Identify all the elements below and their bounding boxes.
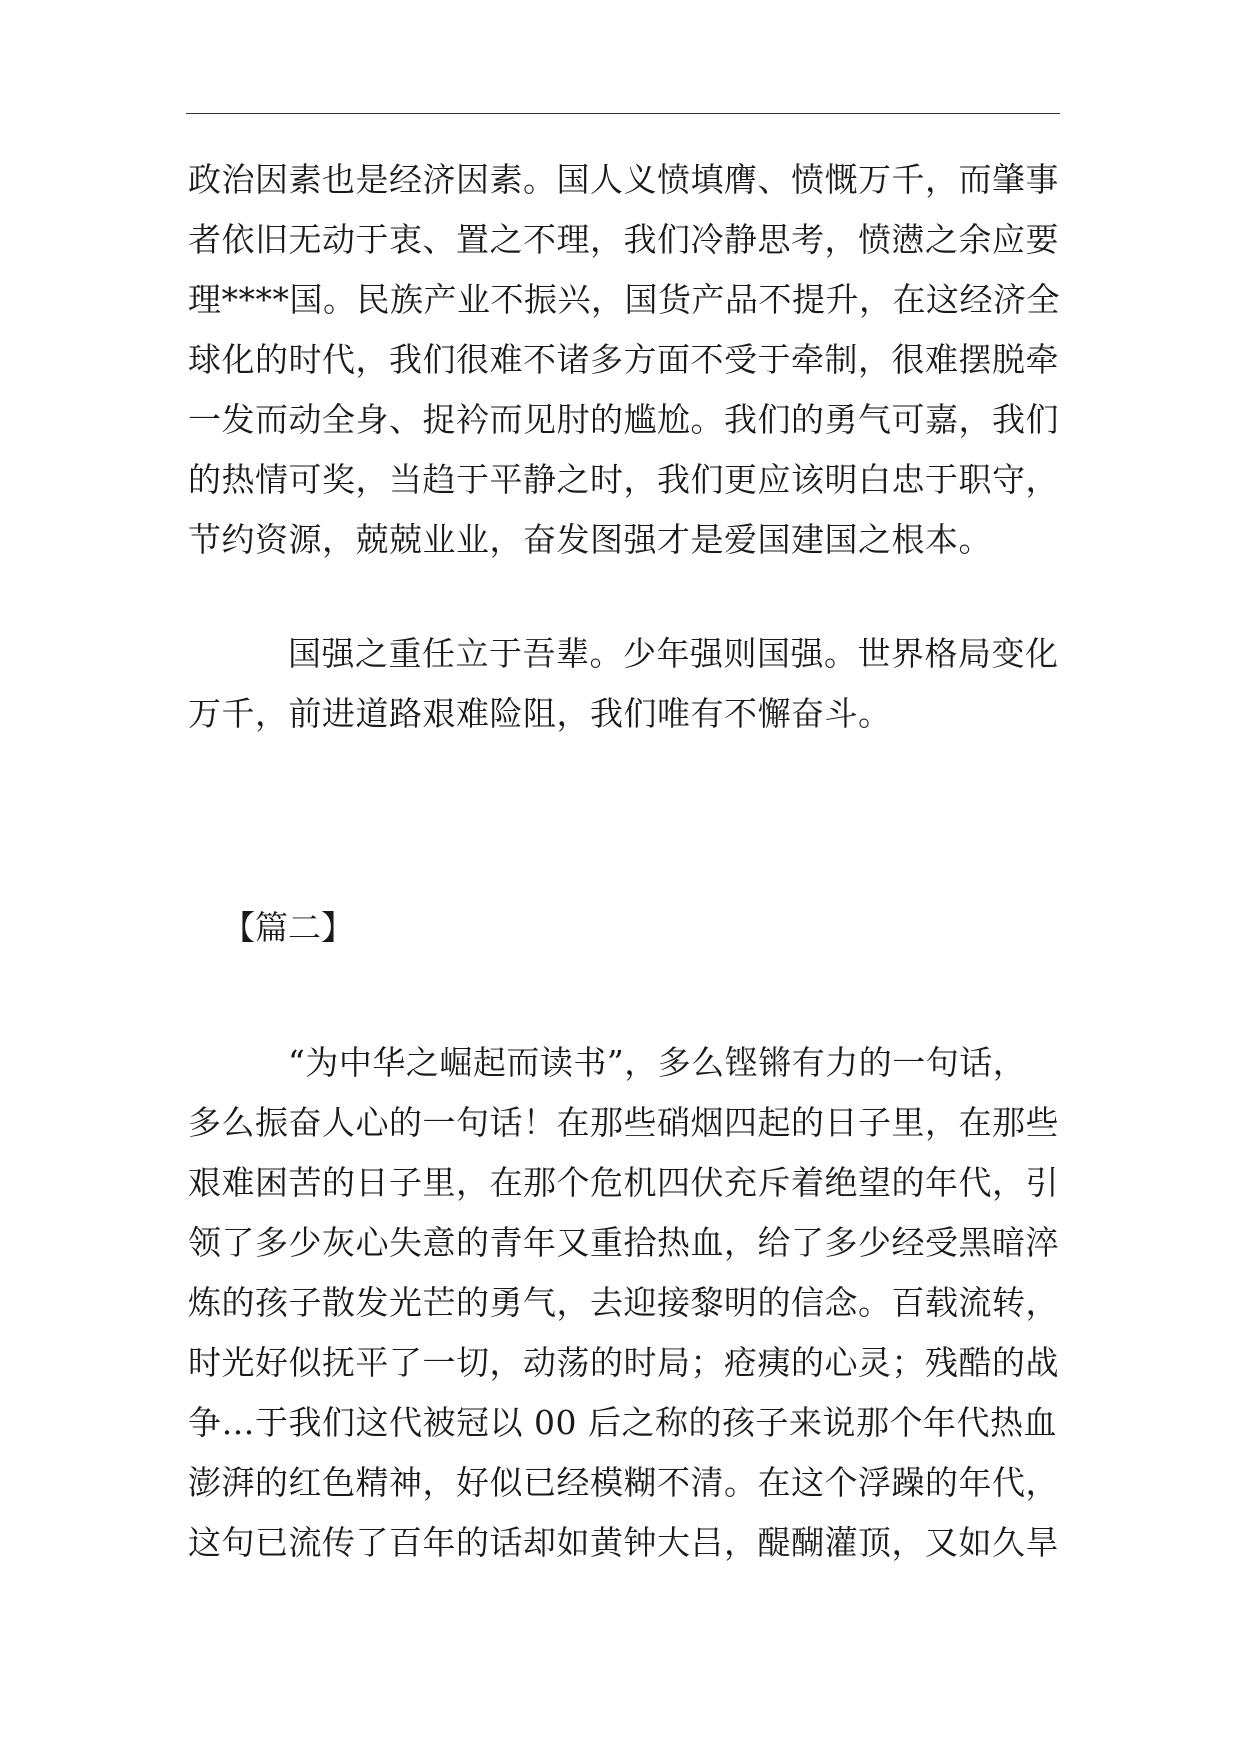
text-line: “为中华之崛起而读书”，多么铿锵有力的一句话，	[288, 1043, 1027, 1082]
text-line: 时光好似抚平了一切，动荡的时局；疮痍的心灵；残酷的战	[188, 1343, 1059, 1382]
paragraph-3	[188, 1033, 1060, 1573]
text-line: 国强之重任立于吾辈。少年强则国强。世界格局变化	[288, 634, 1059, 673]
text-line: 多么振奋人心的一句话！在那些硝烟四起的日子里，在那些	[188, 1103, 1059, 1142]
paragraph-1	[188, 150, 1060, 570]
text-line: 争…于我们这代被冠以 00 后之称的孩子来说那个年代热血	[188, 1403, 1057, 1442]
text-line: 炼的孩子散发光芒的勇气，去迎接黎明的信念。百载流转，	[188, 1283, 1059, 1322]
paragraph-2	[188, 624, 1060, 744]
text-line: 澎湃的红色精神，好似已经模糊不清。在这个浮躁的年代，	[188, 1463, 1059, 1502]
text-line: 球化的时代，我们很难不诸多方面不受于牵制，很难摆脱牵	[188, 340, 1059, 379]
text-line: 艰难困苦的日子里，在那个危机四伏充斥着绝望的年代，引	[188, 1163, 1059, 1202]
text-line: 的热情可奖，当趋于平静之时，我们更应该明白忠于职守，	[188, 460, 1059, 499]
header-rule	[186, 113, 1060, 114]
text-line: 节约资源，兢兢业业，奋发图强才是爱国建国之根本。	[188, 520, 992, 559]
text-line: 这句已流传了百年的话却如黄钟大吕，醍醐灌顶，又如久旱	[188, 1523, 1059, 1562]
text-line: 政治因素也是经济因素。国人义愤填膺、愤慨万千，而肇事	[188, 160, 1059, 199]
text-line: 一发而动全身、捉衿而见肘的尴尬。我们的勇气可嘉，我们	[188, 400, 1059, 439]
text-line: 者依旧无动于衷、置之不理，我们冷静思考，愤懑之余应要	[188, 220, 1059, 259]
text-line: 领了多少灰心失意的青年又重拾热血，给了多少经受黑暗淬	[188, 1223, 1059, 1262]
text-line: 万千，前进道路艰难险阻，我们唯有不懈奋斗。	[188, 694, 892, 733]
section-heading: 【篇二】	[222, 908, 354, 947]
text-line: 理****国。民族产业不振兴，国货产品不提升，在这经济全	[188, 280, 1060, 319]
